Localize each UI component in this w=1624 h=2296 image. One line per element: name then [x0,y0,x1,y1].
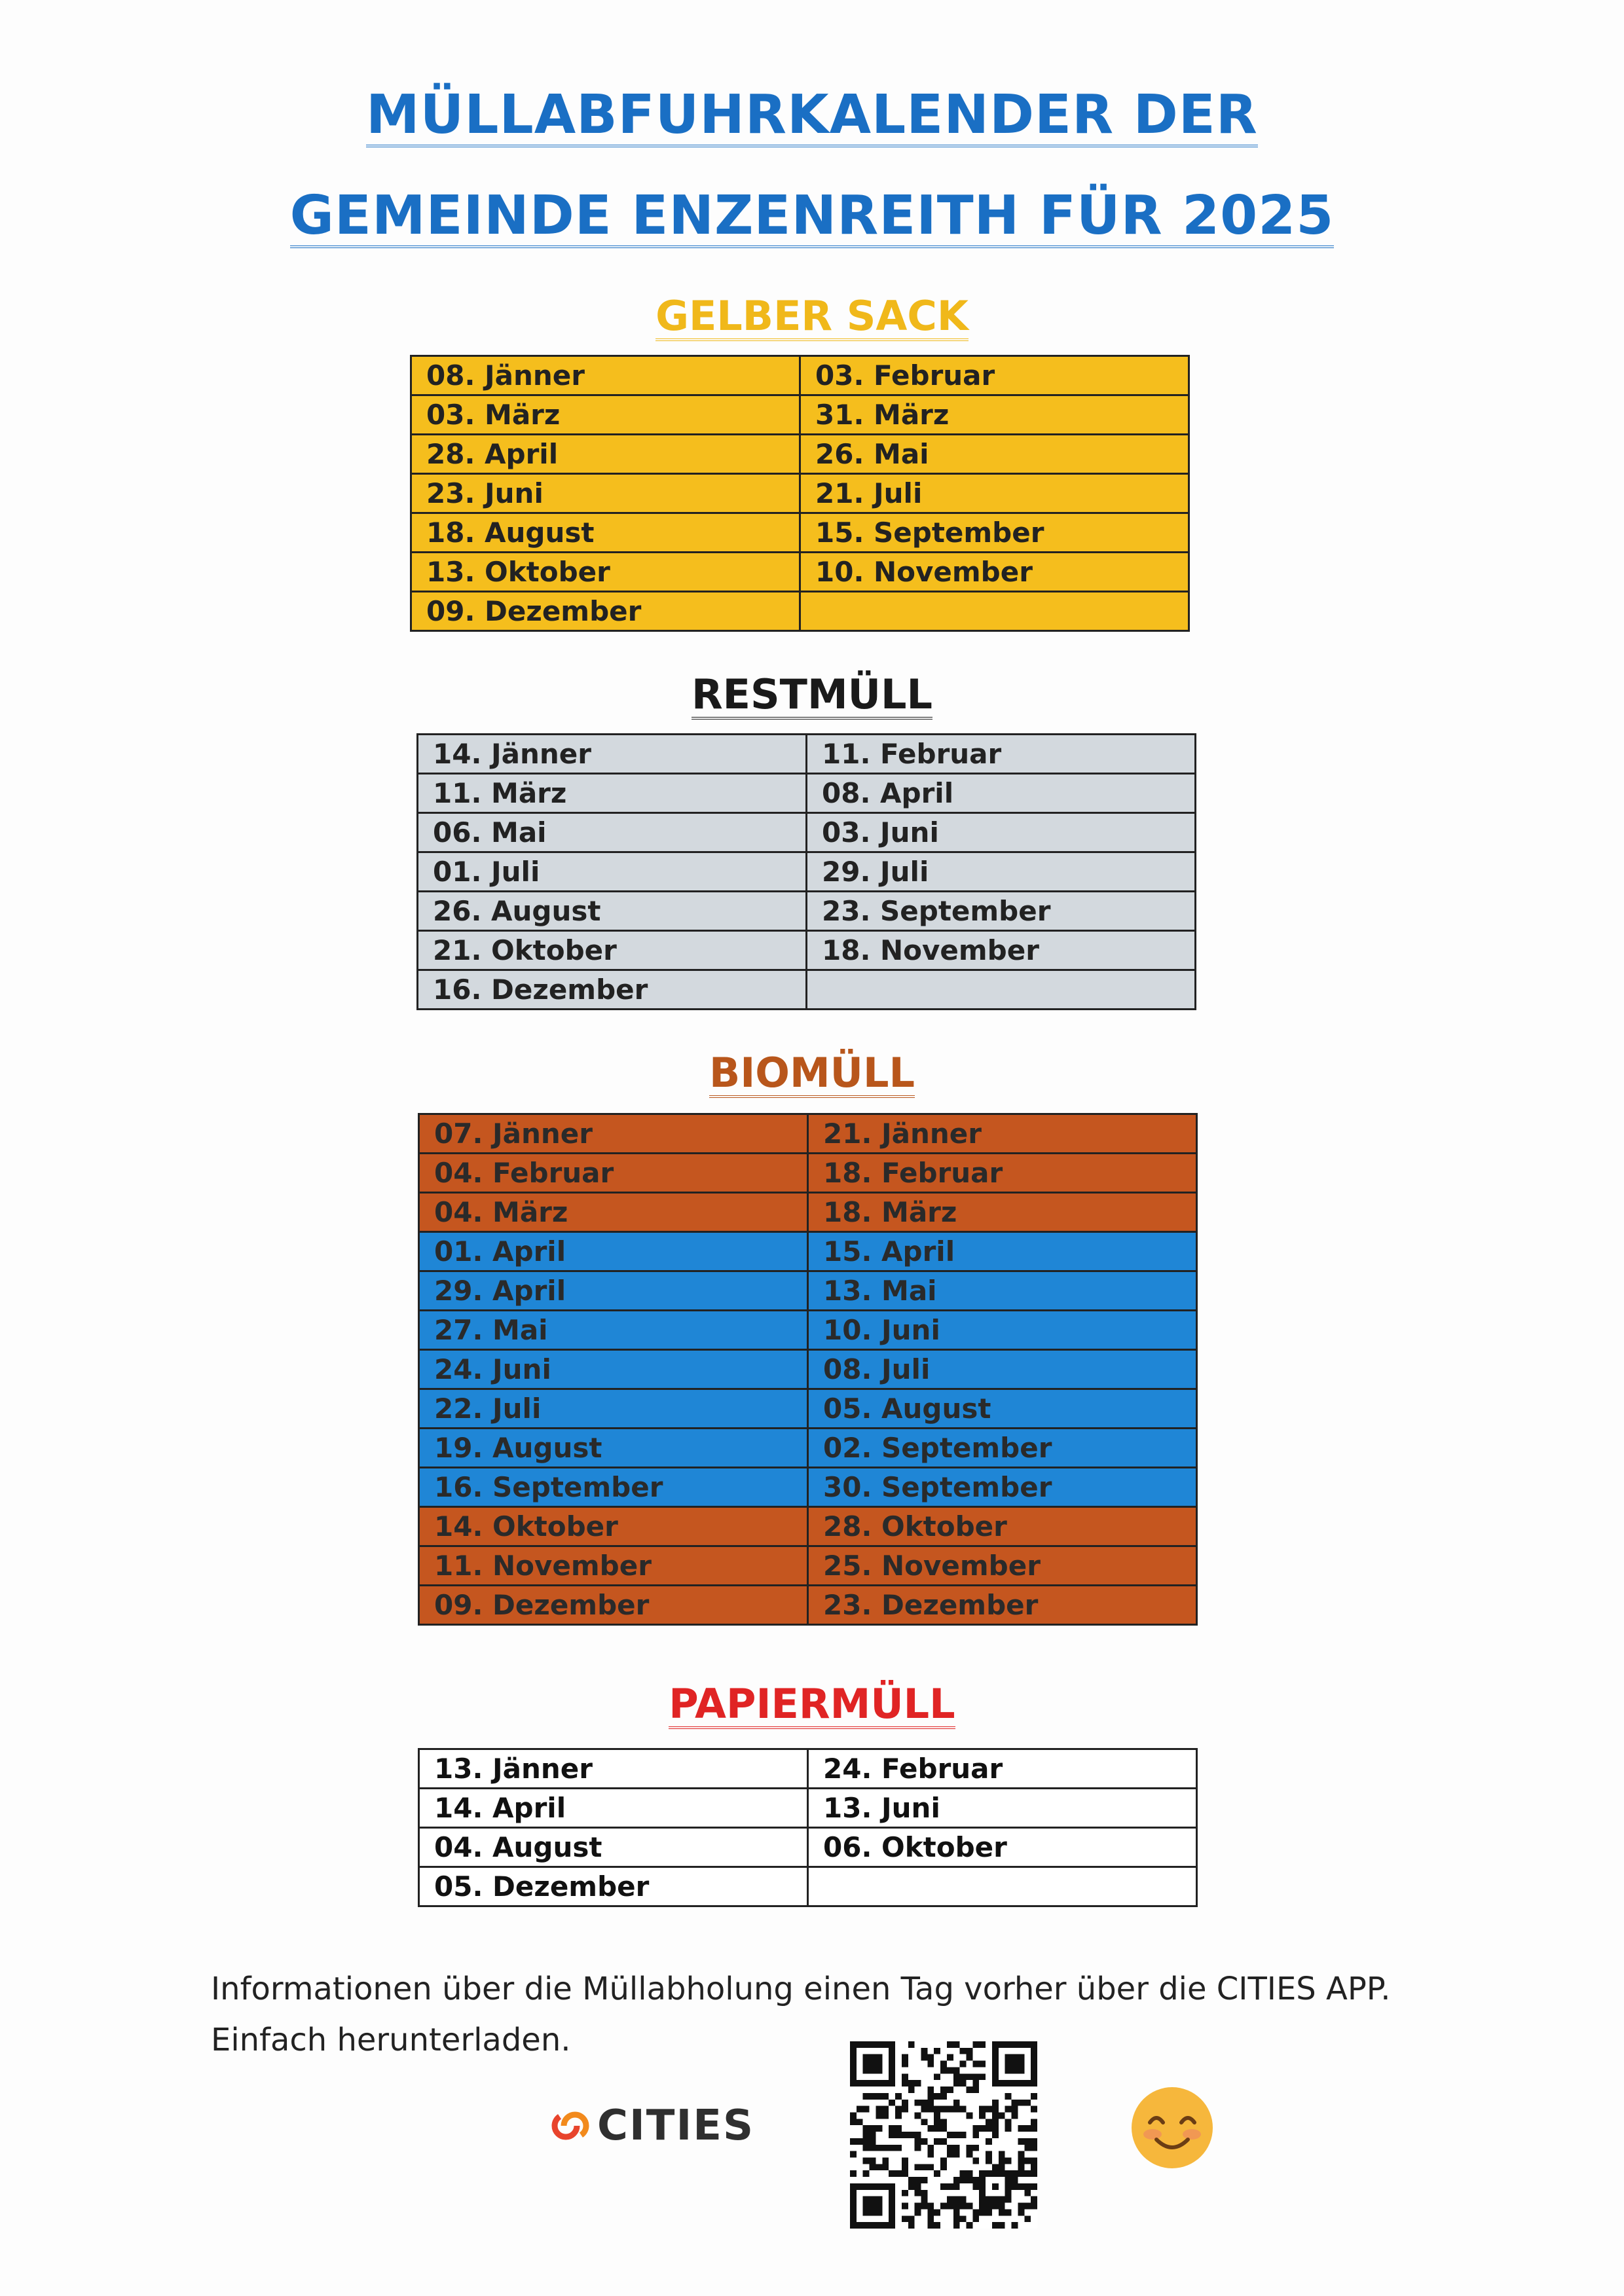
biomuell-heading: BIOMÜLL [0,1049,1624,1098]
table-row [419,1389,1197,1429]
date-cell: 18. Februar [808,1154,1197,1193]
date-cell: 05. August [808,1389,1197,1429]
date-cell: 07. Jänner [419,1114,808,1154]
table-row [419,1546,1197,1586]
date-cell: 19. August [419,1429,808,1468]
table-row [419,1232,1197,1271]
date-cell: 08. Juli [808,1350,1197,1389]
date-cell: 10. Juni [808,1311,1197,1350]
date-cell: 14. Oktober [419,1507,808,1546]
date-cell: 09. Dezember [411,592,800,631]
restmuell-heading: RESTMÜLL [0,670,1624,720]
cities-logo-icon [551,2107,589,2145]
table-row [411,553,1189,592]
date-cell: 13. Mai [808,1271,1197,1311]
date-cell: 06. Mai [418,813,807,852]
table-row [418,892,1196,931]
date-cell: 03. März [411,395,800,435]
table-row [419,1193,1197,1232]
date-cell: 21. Oktober [418,931,807,970]
date-cell: 04. März [419,1193,808,1232]
date-cell: 21. Juli [800,474,1189,513]
date-cell: 30. September [808,1468,1197,1507]
date-cell: 01. April [419,1232,808,1271]
table-row [419,1311,1197,1350]
table-row [419,1828,1197,1867]
date-cell: 25. November [808,1546,1197,1586]
gelber-sack-table [410,355,1190,632]
page-title-line-1: MÜLLABFUHRKALENDER DER [0,84,1624,147]
date-cell: 23. Dezember [808,1586,1197,1625]
date-cell: 16. September [419,1468,808,1507]
date-cell: 11. März [418,774,807,813]
date-cell: 18. November [807,931,1196,970]
date-cell: 29. Juli [807,852,1196,892]
table-row [411,395,1189,435]
date-cell: 31. März [800,395,1189,435]
date-cell: 13. Juni [808,1789,1197,1828]
restmuell-table [416,733,1196,1010]
date-cell: 23. Juni [411,474,800,513]
date-cell: 15. April [808,1232,1197,1271]
date-cell: 28. April [411,435,800,474]
date-cell: 18. März [808,1193,1197,1232]
date-cell: 22. Juli [419,1389,808,1429]
table-row [418,852,1196,892]
table-row [418,735,1196,774]
gelber-sack-heading: GELBER SACK [0,292,1624,341]
table-row [418,931,1196,970]
date-cell: 14. Jänner [418,735,807,774]
date-cell: 26. August [418,892,807,931]
date-cell: 16. Dezember [418,970,807,1010]
table-row [419,1114,1197,1154]
date-cell: 11. Februar [807,735,1196,774]
date-cell: 28. Oktober [808,1507,1197,1546]
date-cell: 13. Oktober [411,553,800,592]
date-cell: 24. Juni [419,1350,808,1389]
table-row [411,356,1189,395]
date-cell: 15. September [800,513,1189,553]
table-row [411,513,1189,553]
table-row [419,1468,1197,1507]
date-cell: 04. Februar [419,1154,808,1193]
date-cell: 01. Juli [418,852,807,892]
date-cell: 04. August [419,1828,808,1867]
date-cell: 18. August [411,513,800,553]
table-row [419,1271,1197,1311]
table-row [418,970,1196,1010]
table-row [419,1350,1197,1389]
date-cell: 11. November [419,1546,808,1586]
date-cell [807,970,1196,1010]
papiermuell-table [418,1748,1198,1907]
date-cell: 10. November [800,553,1189,592]
date-cell: 03. Juni [807,813,1196,852]
date-cell: 08. April [807,774,1196,813]
table-row [411,474,1189,513]
table-row [419,1749,1197,1789]
date-cell: 08. Jänner [411,356,800,395]
date-cell: 06. Oktober [808,1828,1197,1867]
date-cell: 14. April [419,1789,808,1828]
date-cell: 13. Jänner [419,1749,808,1789]
date-cell: 29. April [419,1271,808,1311]
date-cell [808,1867,1197,1906]
date-cell: 02. September [808,1429,1197,1468]
table-row [419,1507,1197,1546]
date-cell: 03. Februar [800,356,1189,395]
table-row [418,774,1196,813]
cities-logo [551,2103,754,2149]
table-row [419,1789,1197,1828]
date-cell: 09. Dezember [419,1586,808,1625]
table-row [418,813,1196,852]
table-row [419,1867,1197,1906]
date-cell [800,592,1189,631]
date-cell: 23. September [807,892,1196,931]
smiley-face-icon [1130,2086,1214,2170]
table-row [419,1154,1197,1193]
info-text-line-2: Einfach herunterladen. [211,2022,571,2058]
table-row [411,435,1189,474]
cities-logo-text: CITIES [597,2102,755,2150]
date-cell: 27. Mai [419,1311,808,1350]
table-row [419,1586,1197,1625]
date-cell: 21. Jänner [808,1114,1197,1154]
papiermuell-heading: PAPIERMÜLL [0,1680,1624,1729]
date-cell: 26. Mai [800,435,1189,474]
qr-code-icon[interactable] [850,2041,1037,2229]
page-title-line-2: GEMEINDE ENZENREITH FÜR 2025 [0,185,1624,248]
info-text-line-1: Informationen über die Müllabholung einen Tag vorher über die CITIES APP. [211,1971,1391,2007]
table-row [411,592,1189,631]
table-row [419,1429,1197,1468]
date-cell: 24. Februar [808,1749,1197,1789]
date-cell: 05. Dezember [419,1867,808,1906]
biomuell-table [418,1113,1198,1626]
